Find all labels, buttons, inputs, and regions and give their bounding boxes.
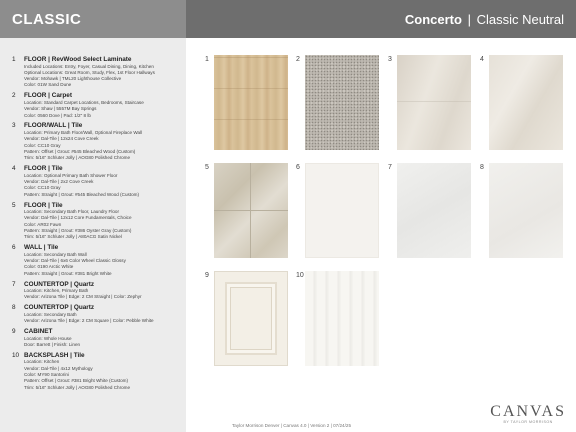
logo-tagline: BY TAYLOR MORRISON [503, 420, 553, 424]
spec-item [12, 244, 180, 277]
spec-item-heading: COUNTERTOP | Quartz [24, 280, 95, 288]
spec-item-detail: Location: Secondary Bath Wall [24, 251, 87, 257]
swatch-number: 4 [480, 56, 484, 63]
spec-item [12, 328, 180, 348]
spec-item-heading: BACKSPLASH | Tile [24, 351, 85, 359]
collection-title: CLASSIC [12, 11, 82, 28]
spec-item-number: 5 [12, 201, 16, 209]
spec-item-detail: Color: 0190 Arctic White [24, 264, 74, 270]
spec-item-detail: Vendor: Dal-Tile | 12x12 Core Fundamentals, Choice [24, 215, 132, 221]
spec-item-detail: Location: Kitchen [24, 359, 60, 365]
scheme-name: Concerto [404, 12, 462, 27]
spec-item-detail: Pattern: Straight | Grout: #545 Bleached Wood (Custom) [24, 191, 139, 197]
swatch-number: 5 [205, 164, 209, 171]
spec-item-detail: Vendor: Arizona Tile | Edge: 2 CM Straight | Color: Zephyr [24, 294, 142, 300]
spec-item-detail: Vendor: Mohawk | TML20 Lighthouse Collective [24, 76, 122, 82]
spec-item-number: 7 [12, 280, 16, 288]
spec-item-detail: Color: 01W Sand Dune [24, 82, 72, 88]
spec-item-detail: Pattern: Straight | Grout: #381 Bright White [24, 270, 112, 276]
cabinet-door-panel [225, 282, 277, 355]
spec-item-heading: FLOOR | RevWood Select Laminate [24, 56, 132, 63]
spec-item-detail: Trim: 5/16" Schluter Jolly | AOG80 Polished Chrome [24, 384, 131, 390]
spec-item-number: 2 [12, 92, 16, 100]
spec-item-detail: Included Locations: Entry, Foyer, Casual Dining, Dining, Kitchen [24, 63, 154, 69]
material-swatch [214, 163, 288, 258]
spec-item-heading: FLOOR/WALL | Tile [24, 122, 83, 130]
spec-item-detail: Color: CC10 Gray [24, 142, 61, 148]
spec-item-detail: Location: Optional Primary Bath Shower Floor [24, 172, 118, 178]
spec-list [0, 38, 186, 432]
spec-item-heading: FLOOR | Tile [24, 165, 63, 173]
material-swatch [397, 55, 471, 150]
spec-item-heading: COUNTERTOP | Quartz [24, 304, 95, 312]
spec-item [12, 304, 180, 324]
spec-item-heading: FLOOR | Tile [24, 201, 63, 209]
spec-item-detail: Location: Primary Bath Floor/Wall, Optional Fireplace Wall [24, 130, 143, 136]
swatch-number: 1 [205, 56, 209, 63]
spec-item-detail: Color: CC10 Gray [24, 185, 61, 191]
material-swatch [489, 55, 563, 150]
material-swatch [305, 163, 379, 258]
spec-item-detail: Vendor: Shaw | 5557M Bay Springs [24, 106, 97, 112]
spec-item-detail: Location: Kitchen, Primary Bath [24, 288, 89, 294]
spec-item-heading: FLOOR | Carpet [24, 92, 72, 100]
spec-item-heading: WALL | Tile [24, 244, 59, 252]
canvas-logo [490, 404, 566, 424]
spec-item-detail: Pattern: Straight | Grout: #386 Oyster Gray (Custom) [24, 227, 132, 233]
material-swatch [214, 55, 288, 150]
spec-item [12, 122, 180, 161]
scheme-title [405, 12, 564, 27]
header-left-panel [0, 0, 186, 38]
spec-item-number: 4 [12, 165, 16, 173]
logo-wordmark: CANVAS [490, 403, 566, 420]
material-swatch [214, 271, 288, 366]
spec-item-detail: Location: Whole House [24, 335, 72, 341]
spec-item [12, 352, 180, 391]
swatch-number: 8 [480, 164, 484, 171]
spec-item-detail: Location: Standard Carpet Locations, Bedrooms, Staircase [24, 99, 144, 105]
scheme-type: Classic Neutral [476, 12, 564, 27]
material-swatch [489, 163, 563, 258]
scheme-separator: | [467, 12, 471, 27]
spec-item-number: 10 [12, 351, 20, 359]
spec-item [12, 56, 180, 89]
material-swatch [397, 163, 471, 258]
spec-item-number: 6 [12, 244, 16, 252]
spec-item [12, 92, 180, 118]
spec-item-number: 8 [12, 304, 16, 312]
spec-item [12, 202, 180, 241]
spec-item-detail: Color: 0560 Dove | Pad: 1/2" 8 lb [24, 112, 91, 118]
material-swatch [305, 271, 379, 366]
swatch-number: 2 [296, 56, 300, 63]
swatch-number: 9 [205, 272, 209, 279]
material-swatch [305, 55, 379, 150]
swatch-number: 6 [296, 164, 300, 171]
spec-item-detail: Vendor: Dal-Tile | 4x12 Mythology [24, 365, 93, 371]
spec-item-detail: Vendor: Dal-Tile | 2x2 Cove Creek [24, 179, 94, 185]
spec-item-detail: Trim: 5/16" Schluter Jolly | AOG80 Polished Chrome [24, 155, 131, 161]
spec-item-number: 1 [12, 56, 16, 63]
spec-item-detail: Pattern: Offset | Grout: #381 Bright White (Custom) [24, 378, 128, 384]
spec-item-detail: Door: Barrett | Finish: Linen [24, 342, 81, 347]
spec-item-number: 3 [12, 122, 16, 130]
footer-text: Taylor Morrison Denver | Canvas 4.0 | Version 2 | 07/24/25 [232, 423, 351, 428]
swatch-number: 10 [296, 272, 304, 279]
header-bar [0, 0, 576, 38]
spec-item [12, 165, 180, 198]
swatch-number: 7 [388, 164, 392, 171]
spec-item-detail: Vendor: Dal-Tile | 12x24 Cove Creek [24, 136, 99, 142]
spec-item-detail: Location: Secondary Bath Floor, Laundry Floor [24, 209, 119, 215]
spec-item-detail: Optional Locations: Great Room, Study, Flex, 1st Floor Hallways [24, 69, 155, 75]
spec-item-detail: Color: AR02 Fawn [24, 221, 62, 227]
spec-item-detail: Vendor: Arizona Tile | Edge: 2 CM Square | Color: Pebble White [24, 318, 154, 324]
spec-item-detail: Trim: 5/16" Schluter Jolly | A80ACG Satin Nickel [24, 234, 122, 240]
spec-item-number: 9 [12, 328, 16, 336]
spec-item-detail: Location: Secondary Bath [24, 311, 77, 317]
swatch-number: 3 [388, 56, 392, 63]
spec-item [12, 281, 180, 301]
spec-item-detail: Pattern: Offset | Grout: #545 Bleached Wood (Custom) [24, 148, 136, 154]
spec-item-detail: Color: MY90 Santorini [24, 372, 69, 378]
spec-item-detail: Vendor: Dal-Tile | 6x6 Color Wheel Classic Glossy [24, 258, 126, 264]
spec-item-heading: CABINET [24, 328, 53, 336]
